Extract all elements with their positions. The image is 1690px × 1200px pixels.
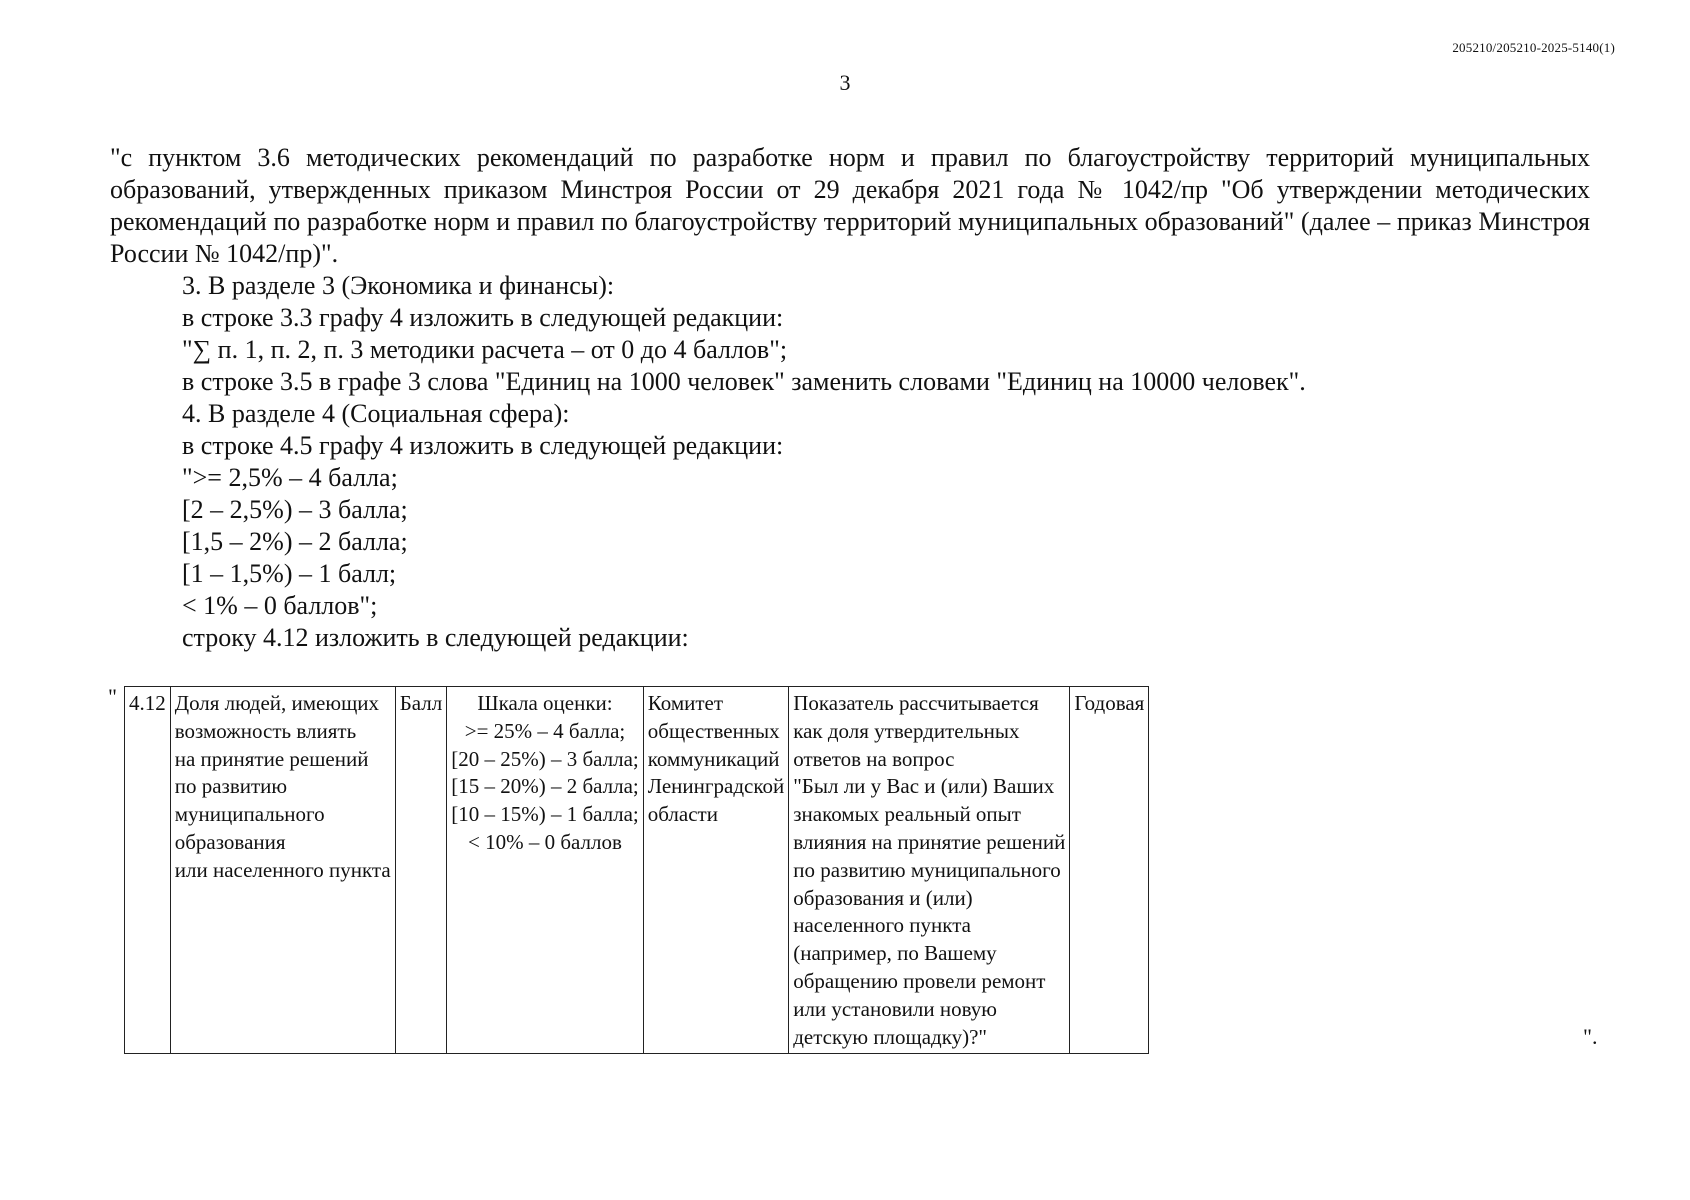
scale-line-3: [2 – 2,5%) – 3 балла; bbox=[182, 495, 408, 524]
scale-cell bbox=[447, 687, 644, 1054]
method-line: ответов на вопрос bbox=[793, 746, 955, 771]
unit-value: Балл bbox=[399, 691, 443, 715]
scale-line-4: ">= 2,5% – 4 балла; bbox=[182, 463, 398, 492]
method-line: знакомых реальный опыт bbox=[793, 802, 1021, 827]
responsible-line: Комитет bbox=[647, 691, 724, 715]
scale-line: [20 – 25%) – 3 балла; bbox=[451, 746, 639, 771]
scale-line: >= 25% – 4 балла; bbox=[464, 718, 626, 743]
scale-line-2: [1,5 – 2%) – 2 балла; bbox=[182, 527, 408, 556]
line-3-3-formula: "∑ п. 1, п. 2, п. 3 методики расчета – от 0 до 4 баллов"; bbox=[182, 335, 788, 364]
row-number: 4.12 bbox=[129, 691, 166, 715]
periodicity-cell bbox=[1070, 687, 1149, 1054]
method-line: обращению провели ремонт bbox=[793, 968, 1046, 993]
line-3-5-instruction: в строке 3.5 в графе 3 слова "Единиц на 1000 человек" заменить словами "Единиц на 10000 человек". bbox=[182, 367, 1306, 396]
replacement-table bbox=[124, 686, 1149, 1054]
scale-line: < 10% – 0 баллов bbox=[468, 829, 622, 854]
method-cell bbox=[789, 687, 1070, 1054]
method-line: или установили новую bbox=[793, 996, 997, 1021]
indicator-line: Доля людей, имеющих bbox=[174, 691, 379, 715]
row-number-cell bbox=[125, 687, 171, 1054]
indicator-line: возможность влиять bbox=[174, 718, 357, 743]
unit-cell bbox=[395, 687, 447, 1054]
document-id: 205210/205210-2025-5140(1) bbox=[1452, 40, 1615, 55]
responsible-line: области bbox=[647, 802, 718, 827]
body-text bbox=[110, 142, 1590, 654]
responsible-line: общественных bbox=[647, 718, 780, 743]
method-line: влияния на принятие решений bbox=[793, 829, 1066, 854]
method-line: по развитию муниципального bbox=[793, 857, 1061, 882]
method-line: населенного пункта bbox=[793, 913, 971, 938]
table-open-quote: " bbox=[108, 684, 117, 709]
responsible-line: Ленинградской bbox=[647, 774, 785, 799]
method-line: (например, по Вашему bbox=[793, 941, 997, 966]
indicator-line: или населенного пункта bbox=[174, 857, 391, 882]
indicator-line: муниципального bbox=[174, 802, 325, 827]
section-4-heading: 4. В разделе 4 (Социальная сфера): bbox=[182, 399, 570, 428]
scale-line-0: < 1% – 0 баллов"; bbox=[182, 591, 378, 620]
method-line: детскую площадку)?" bbox=[793, 1024, 988, 1049]
indicator-line: по развитию bbox=[174, 774, 288, 799]
table-row bbox=[125, 687, 1149, 1054]
method-line: "Был ли у Вас и (или) Ваших bbox=[793, 774, 1055, 799]
scale-line: [15 – 20%) – 2 балла; bbox=[451, 774, 639, 799]
table-close-quote: ". bbox=[1583, 1024, 1598, 1049]
indicator-line: на принятие решений bbox=[174, 746, 369, 771]
scale-line: Шкала оценки: bbox=[477, 691, 613, 715]
method-line: как доля утвердительных bbox=[793, 718, 1020, 743]
responsible-cell bbox=[643, 687, 788, 1054]
line-4-12-instruction: строку 4.12 изложить в следующей редакции: bbox=[182, 623, 689, 652]
line-4-5-instruction: в строке 4.5 графу 4 изложить в следующей редакции: bbox=[182, 431, 784, 460]
indicator-cell bbox=[170, 687, 395, 1054]
responsible-line: коммуникаций bbox=[647, 746, 780, 771]
scale-line: [10 – 15%) – 1 балла; bbox=[451, 802, 639, 827]
periodicity-value: Годовая bbox=[1074, 691, 1145, 715]
page-number: 3 bbox=[839, 70, 851, 95]
method-line: Показатель рассчитывается bbox=[793, 691, 1039, 715]
intro-paragraph: "с пунктом 3.6 методических рекомендаций по разработке норм и правил по благоустройству территорий муниципальных образований, утвержденных приказом Минстроя России от 29 декабря 2021 года № 1042/пр "Об утверждении методических рекомендаций по разработке норм и правил по благоустройству территорий муниципальных образований" (далее – приказ Минстроя России № 1042/пр)". bbox=[110, 143, 1590, 268]
section-3-heading: 3. В разделе 3 (Экономика и финансы): bbox=[182, 271, 615, 300]
indicator-line: образования bbox=[174, 829, 286, 854]
scale-line-1: [1 – 1,5%) – 1 балл; bbox=[182, 559, 397, 588]
line-3-3-instruction: в строке 3.3 графу 4 изложить в следующей редакции: bbox=[182, 303, 784, 332]
method-line: образования и (или) bbox=[793, 885, 973, 910]
